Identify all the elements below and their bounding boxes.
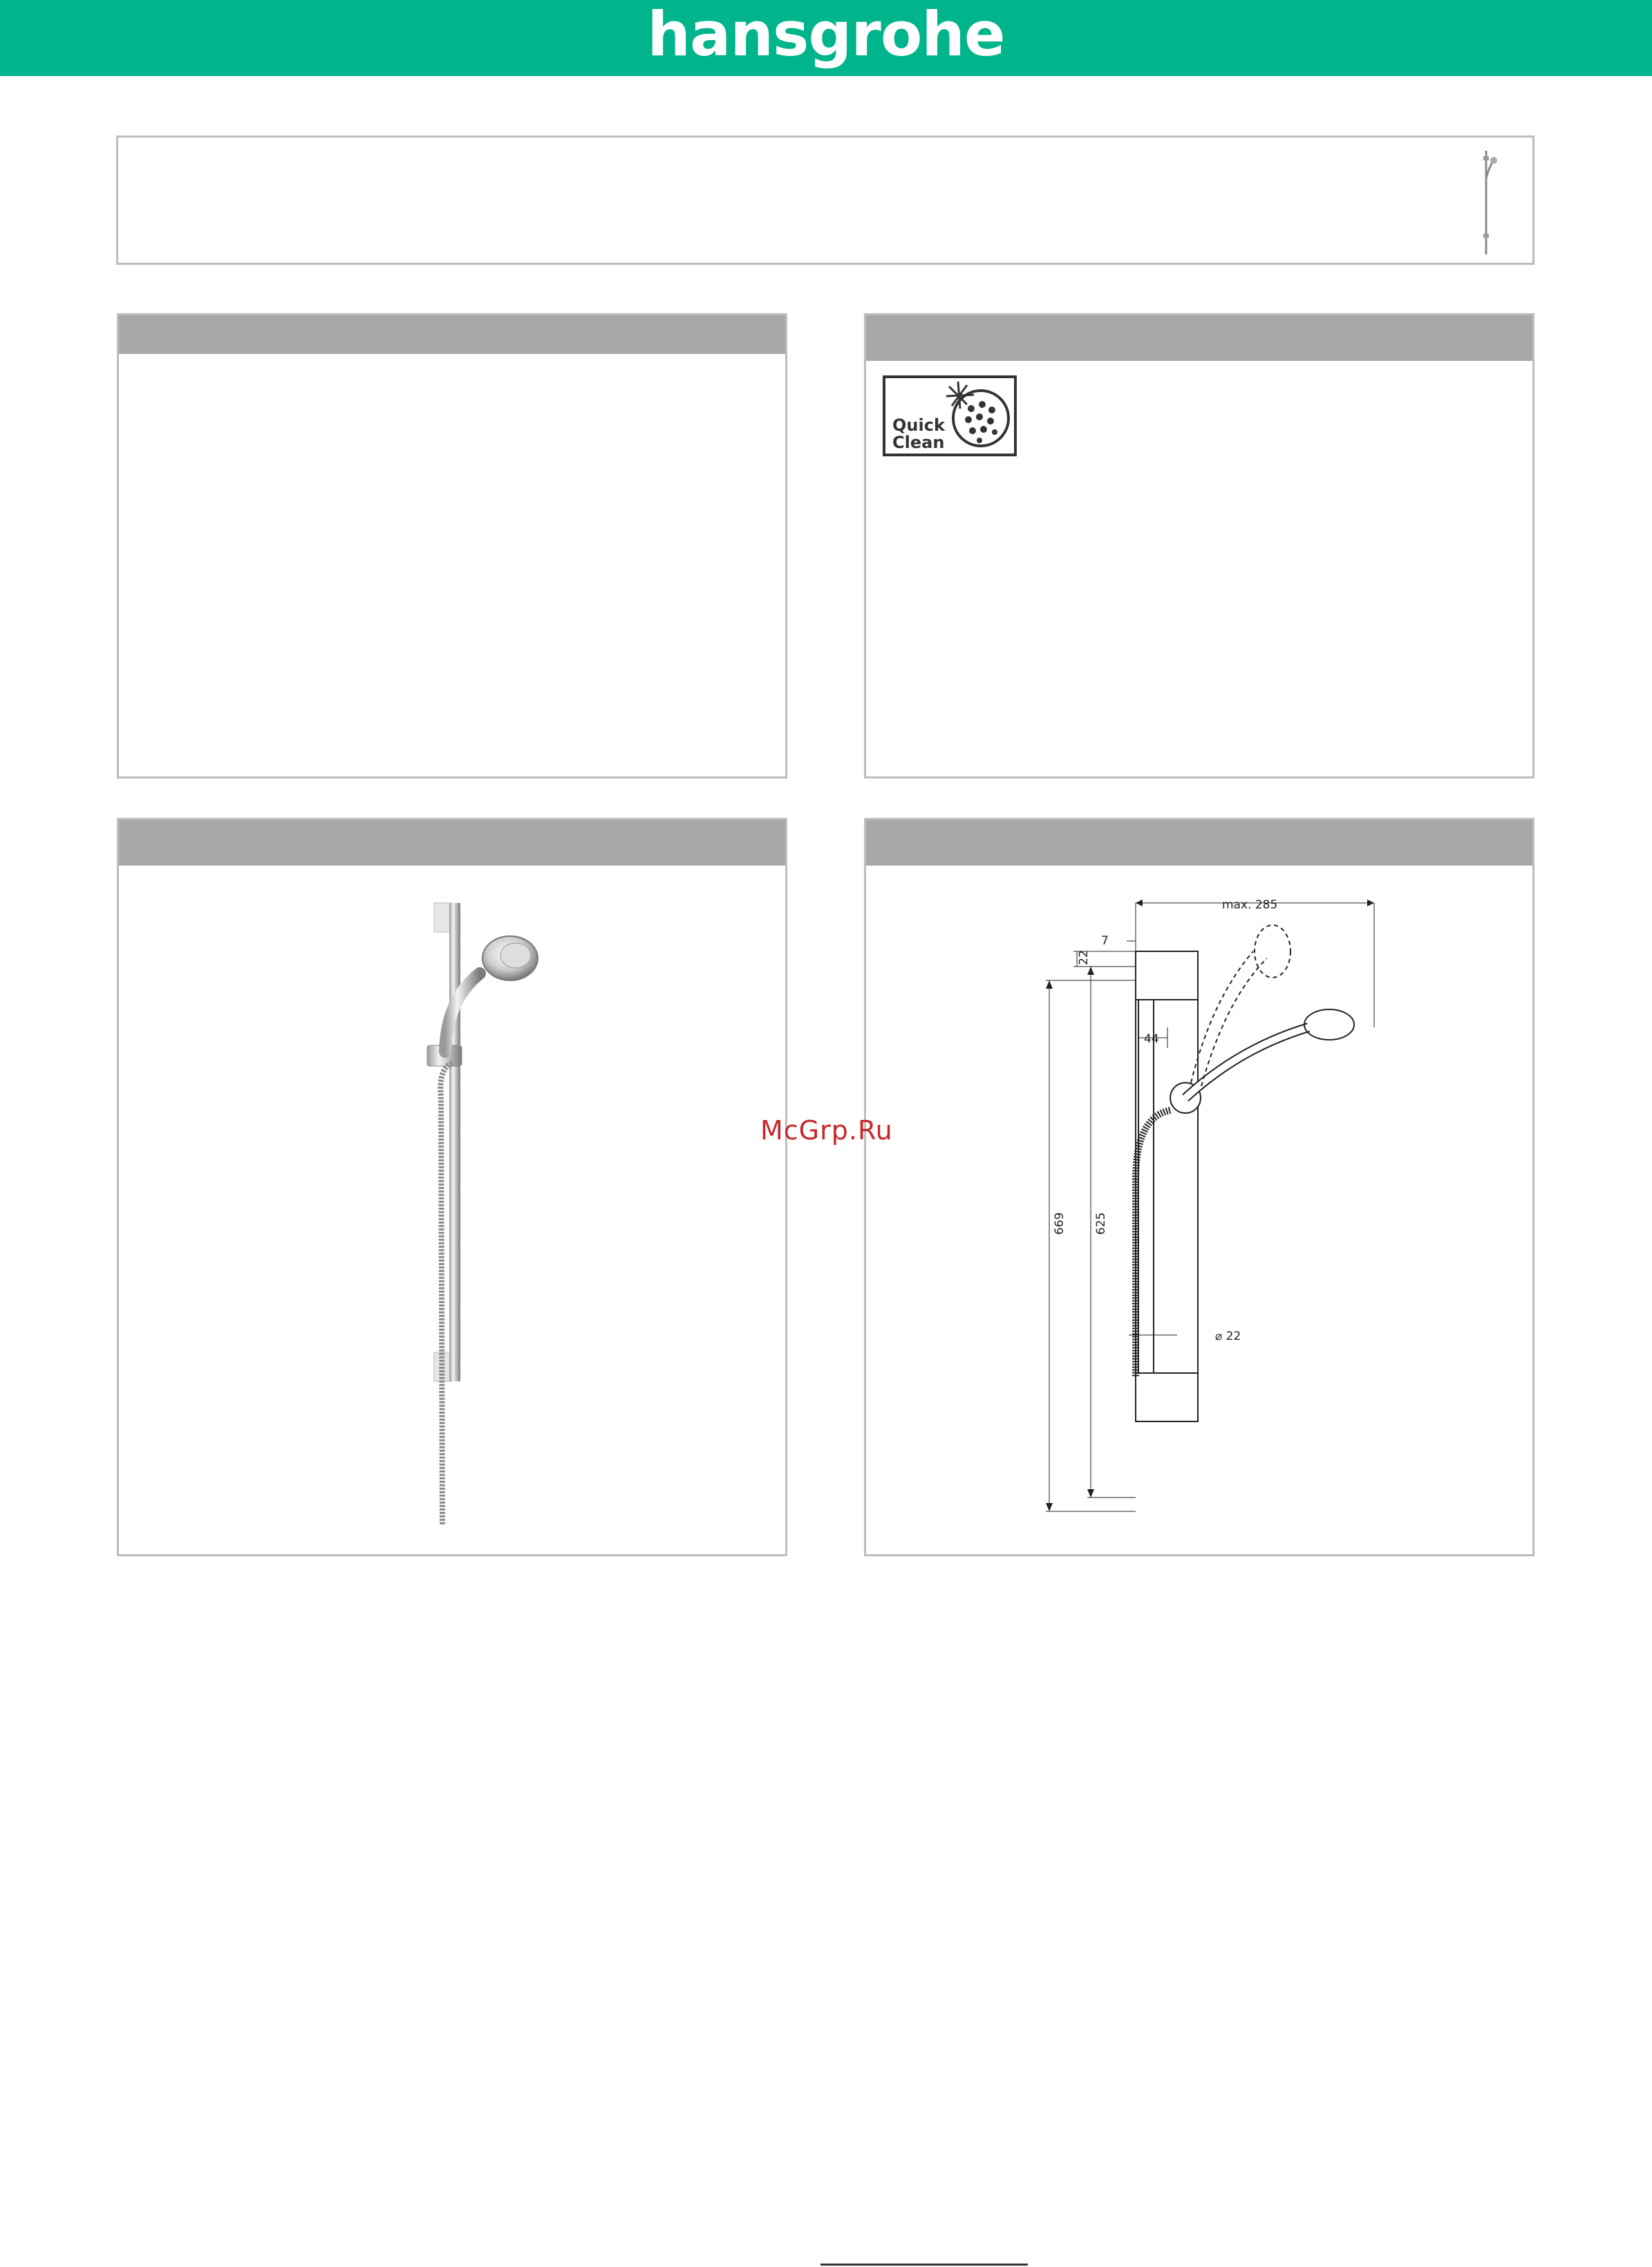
quickclean-panel-header xyxy=(866,315,1532,361)
quickclean-panel xyxy=(864,313,1534,778)
quick-clean-label-line1: Quick xyxy=(892,416,945,435)
watermark: McGrp.Ru xyxy=(760,1115,893,1146)
features-panel xyxy=(117,313,787,778)
dim-height-total: 669 xyxy=(1053,1212,1067,1235)
brand-logo: hansgrohe xyxy=(647,0,1005,70)
quick-clean-label-line2: Clean xyxy=(892,433,945,452)
product-photo-panel xyxy=(117,818,787,1556)
shower-set-photo xyxy=(119,820,785,1554)
technical-drawing-panel xyxy=(864,818,1534,1556)
dim-slider-offset: 44 xyxy=(1144,1032,1159,1046)
dim-offset-top: 7 xyxy=(1101,934,1109,948)
dim-height-inner: 625 xyxy=(1094,1212,1108,1235)
product-thumbnail-icon xyxy=(1464,151,1505,254)
footer-line xyxy=(820,2264,1028,2266)
technical-drawing xyxy=(866,820,1532,1554)
quick-clean-label xyxy=(892,417,945,451)
quick-clean-badge xyxy=(883,375,1017,456)
dim-max-width: max. 285 xyxy=(1222,898,1278,912)
dim-diameter: ⌀ 22 xyxy=(1215,1330,1241,1343)
features-panel-header xyxy=(119,315,785,354)
title-box xyxy=(116,136,1534,265)
dim-bracket-top: 22 xyxy=(1077,950,1091,965)
